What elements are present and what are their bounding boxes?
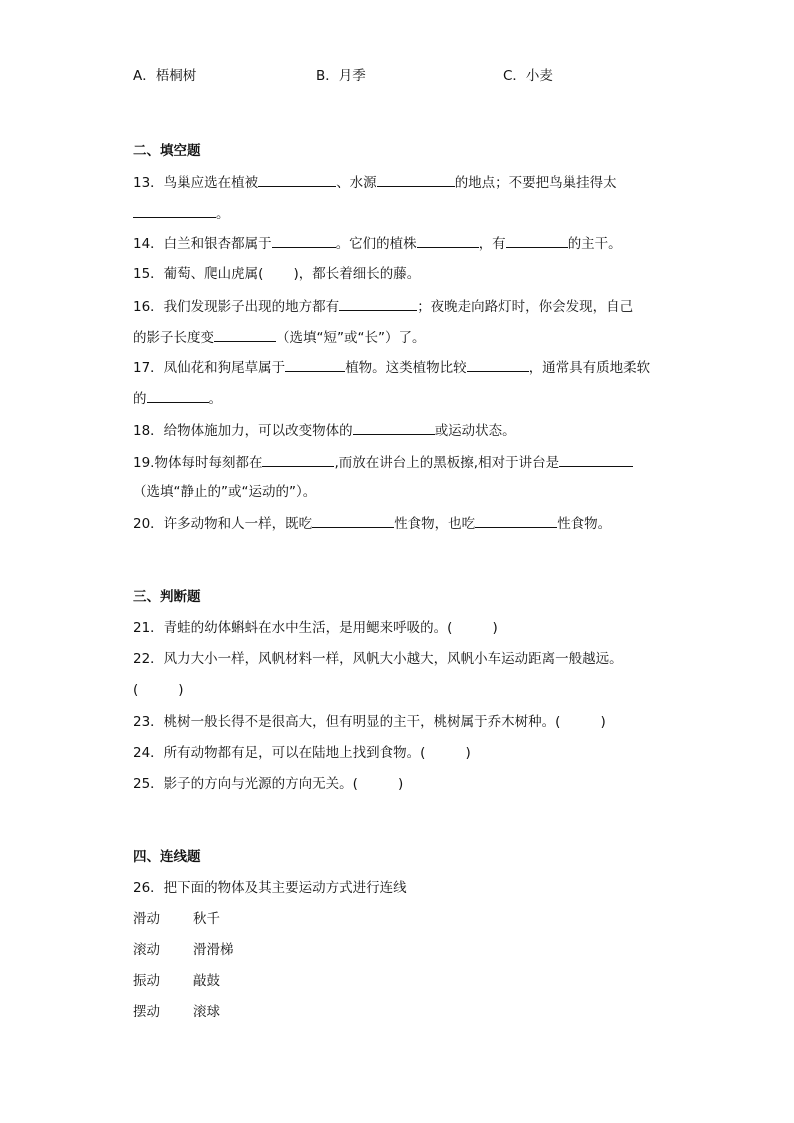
section-title-matching: 四、连线题 — [133, 849, 201, 865]
q23-text-1: 23．桃树一般长得不是很高大，但有明显的主干，桃树属于乔木树种。( — [133, 714, 561, 730]
q13-text-3: 的地点；不要把鸟巢挂得太 — [454, 175, 617, 191]
q17-text-5: 。 — [208, 391, 222, 407]
q20-text-1: 20．许多动物和人一样，既吃 — [133, 516, 313, 532]
question-15 — [133, 264, 420, 284]
q22-text-3: ) — [178, 682, 184, 698]
q16-blank-1[interactable] — [339, 296, 417, 311]
question-24 — [133, 743, 471, 763]
q14-text-3: ，有 — [478, 236, 506, 252]
q17-blank-1[interactable] — [285, 357, 345, 372]
q13-text-4: 。 — [216, 206, 230, 222]
q19-text-1: 19.物体每时每刻都在 — [133, 455, 263, 471]
q19-text-3: （选填“静止的”或“运动的”）。 — [133, 484, 317, 500]
q22-text-1: 22．风力大小一样，风帆材料一样，风帆大小越大，风帆小车运动距离一般越远。 — [133, 651, 623, 667]
q21-text-1: 21．青蛙的幼体蝌蚪在水中生活，是用鳃来呼吸的。( — [133, 620, 453, 636]
q20-blank-2[interactable] — [475, 513, 557, 528]
q25-text-2: ) — [397, 776, 404, 792]
question-19-cont — [133, 482, 316, 502]
motion-type[interactable]: 摆动 — [133, 1004, 160, 1020]
q17-text-2: 植物。这类植物比较 — [345, 360, 467, 376]
q17-blank-3[interactable] — [147, 388, 209, 403]
q18-text-1: 18．给物体施加力，可以改变物体的 — [133, 423, 353, 439]
question-22 — [133, 649, 623, 669]
q16-text-4: （选填“短”或“长”）了。 — [276, 330, 426, 346]
object-name[interactable]: 滑滑梯 — [193, 942, 234, 958]
q25-text-1: 25．影子的方向与光源的方向无关。( — [133, 776, 358, 792]
q15-text-1: 15．葡萄、爬山虎属( — [133, 266, 264, 282]
match-pair — [133, 1002, 220, 1022]
q14-blank-2[interactable] — [417, 233, 479, 248]
q14-blank-3[interactable] — [506, 233, 568, 248]
q19-text-2: ,而放在讲台上的黑板擦,相对于讲台是 — [334, 455, 560, 471]
object-name[interactable]: 秋千 — [193, 911, 220, 927]
q19-blank-2[interactable] — [559, 452, 633, 467]
question-22-cont — [133, 680, 184, 700]
q14-text-2: 。它们的植株 — [335, 236, 417, 252]
motion-type[interactable]: 滚动 — [133, 942, 160, 958]
q19-blank-1[interactable] — [262, 452, 334, 467]
q20-text-3: 性食物。 — [557, 516, 612, 532]
q15-text-2: )，都长着细长的藤。 — [293, 266, 421, 282]
q13-blank-2[interactable] — [377, 172, 455, 187]
q20-blank-1[interactable] — [312, 513, 394, 528]
question-25 — [133, 774, 403, 794]
question-19 — [133, 452, 633, 473]
match-pair — [133, 940, 234, 960]
q16-text-1: 16．我们发现影子出现的地方都有 — [133, 299, 340, 315]
match-pair — [133, 971, 220, 991]
question-13 — [133, 172, 617, 193]
object-name[interactable]: 敲鼓 — [193, 973, 220, 989]
q23-text-2: ) — [600, 714, 606, 730]
motion-type[interactable]: 滑动 — [133, 911, 160, 927]
q14-text-4: 的主干。 — [567, 236, 622, 252]
question-21 — [133, 618, 498, 638]
q16-blank-2[interactable] — [214, 327, 276, 342]
q17-text-3: ，通常具有质地柔软 — [528, 360, 651, 376]
question-23 — [133, 712, 606, 732]
q18-text-2: 或运动状态。 — [434, 423, 516, 439]
question-18 — [133, 420, 516, 441]
section-title-fill-blank: 二、填空题 — [133, 143, 201, 159]
q13-text-2: 、水源 — [336, 175, 377, 191]
motion-type[interactable]: 振动 — [133, 973, 160, 989]
q24-text-1: 24．所有动物都有足，可以在陆地上找到食物。( — [133, 745, 426, 761]
q16-text-2: ；夜晚走向路灯时，你会发现，自己 — [417, 299, 634, 315]
question-17 — [133, 357, 650, 378]
section-title-true-false: 三、判断题 — [133, 589, 201, 605]
q14-blank-1[interactable] — [272, 233, 336, 248]
q18-blank-1[interactable] — [353, 420, 435, 435]
q17-text-1: 17．凤仙花和狗尾草属于 — [133, 360, 286, 376]
q13-blank-1[interactable] — [258, 172, 336, 187]
question-16-cont — [133, 327, 425, 348]
question-26: 26．把下面的物体及其主要运动方式进行连线 — [133, 880, 407, 896]
q24-text-2: ) — [465, 745, 471, 761]
q14-text-1: 14．白兰和银杏都属于 — [133, 236, 272, 252]
question-20 — [133, 513, 611, 534]
question-16 — [133, 296, 633, 317]
q22-text-2: ( — [133, 682, 139, 698]
q13-text-1: 13．鸟巢应选在植被 — [133, 175, 259, 191]
match-pair — [133, 909, 220, 929]
q20-text-2: 性食物，也吃 — [394, 516, 476, 532]
question-13-cont — [133, 203, 230, 224]
q13-blank-3[interactable] — [133, 203, 216, 218]
object-name[interactable]: 滚球 — [193, 1004, 220, 1020]
option-b: B．月季 — [316, 68, 366, 84]
question-17-cont — [133, 388, 222, 409]
question-14 — [133, 233, 622, 254]
q16-text-3: 的影子长度变 — [133, 330, 214, 346]
option-c: C．小麦 — [503, 68, 553, 84]
option-a: A．梧桐树 — [133, 68, 197, 84]
q21-text-2: ) — [492, 620, 498, 636]
q17-text-4: 的 — [133, 391, 147, 407]
q17-blank-2[interactable] — [467, 357, 529, 372]
